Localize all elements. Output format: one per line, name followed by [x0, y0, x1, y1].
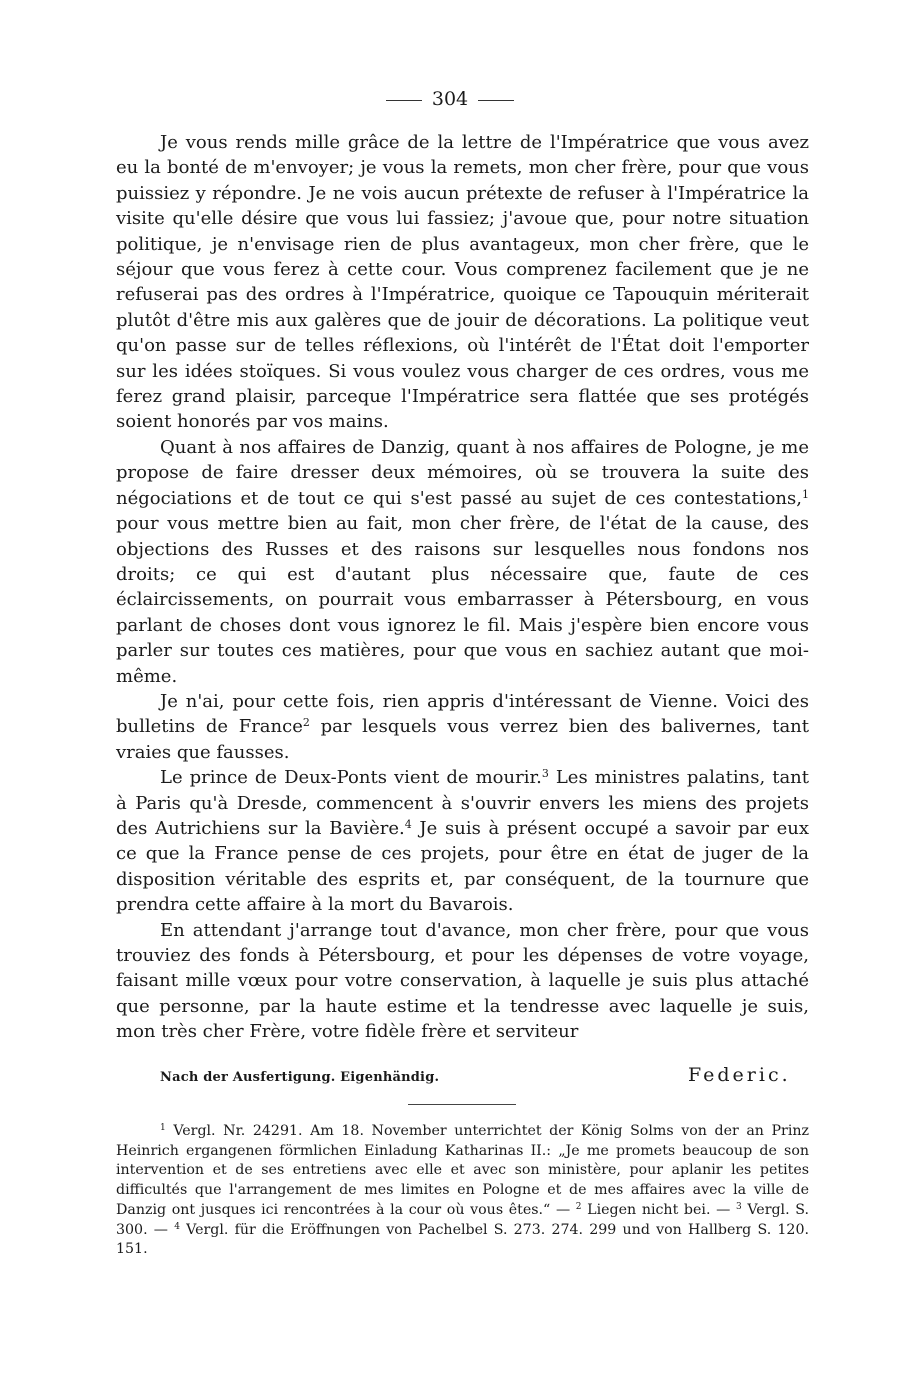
- source-line: [160, 1064, 800, 1086]
- paragraph-1-text: Je vous rends mille grâce de la lettre de l'Impératrice que vous avez eu la bonté de m'envoyer; je vous la remets, mon cher frère, pour que vous puissiez y répondre. Je ne vois aucun prétexte de refuser à l'Impératrice la visite qu'elle désire que vous lui fassiez; j'avoue que, pour notre situation politique, je n'envisage rien de plus avantageux, mon cher frère, que le séjour que vous ferez à cette cour. Vous comprenez facilement que je ne refuserai pas des ordres à l'Impératrice, quoique ce Tapouquin mériterait plutôt d'être mis aux galères que de jouir de décorations. La politique veut qu'on passe sur de telles réflexions, où l'intérêt de l'État doit l'emporter sur les idées stoïques. Si vous voulez vous charger de ces ordres, vous me ferez grand plaisir, parceque l'Impératrice sera flattée que ses protégés soient honorés par vos mains.: [116, 132, 809, 433]
- header-dash-left: [386, 100, 422, 101]
- paragraph-3: [116, 689, 809, 765]
- signature: Federic.: [688, 1064, 791, 1086]
- footnote-block: [116, 1122, 809, 1260]
- footnote-ref-3: 3: [541, 767, 549, 781]
- footnote-ref-4: 4: [404, 817, 412, 831]
- footnote-2-marker: 2: [575, 1201, 582, 1212]
- paragraph-4: [116, 765, 809, 917]
- footnote-2-text: Liegen nicht bei. —: [581, 1201, 736, 1218]
- footnote-4-marker: 4: [174, 1221, 180, 1232]
- footnote-ref-1: 1: [802, 487, 809, 501]
- paragraph-4-mid: Les ministres palatins, tant à Paris qu'à Dresde, commencent à s'ouvrir envers les miens des projets des Autrichiens sur la Bavière.: [116, 767, 809, 839]
- paragraph-4-before: Le prince de Deux-Ponts vient de mourir.: [160, 767, 542, 789]
- letter-body: [116, 130, 809, 1045]
- footnote-3-marker: 3: [735, 1201, 742, 1212]
- footnote-1-text: Vergl. Nr. 24291. Am 18. November unterrichtet der König Solms von der an Prinz Heinrich ergangenen förmlichen Einladung Katharinas II.: „Je me promets beaucoup de son intervention et de ses entretiens avec elle et avec son ministère, pour aplanir les petites difficultés que l'arrangement de mes limites en Pologne et de mes affaires avec la ville de Danzig ont jusques ici rencontrées à la cour où vous êtes.“ —: [116, 1123, 809, 1218]
- footnote-3-text: Vergl. S. 300. —: [116, 1201, 809, 1238]
- paragraph-5: [116, 918, 809, 1045]
- header-dash-right: [478, 100, 514, 101]
- paragraph-2: [116, 435, 809, 689]
- paragraph-3-before: Je n'ai, pour cette fois, rien appris d'intéressant de Vienne. Voici des bulletins de France: [116, 690, 809, 738]
- paragraph-1: [116, 130, 809, 435]
- footnote-4-text: Vergl. für die Eröffnungen von Pachelbel S. 273. 274. 299 und von Hallberg S. 120. 151.: [116, 1221, 809, 1258]
- footnote-1-marker: 1: [160, 1123, 166, 1133]
- footnotes: [116, 1122, 809, 1260]
- page-header: [0, 88, 900, 110]
- page-number: 304: [431, 88, 469, 110]
- footnote-divider: [408, 1104, 516, 1105]
- paragraph-3-after: par lesquels vous verrez bien des balivernes, tant vraies que fausses.: [116, 716, 810, 763]
- paragraph-2-before: Quant à nos affaires de Danzig, quant à nos affaires de Pologne, je me propose de faire dresser deux mémoires, où se trouvera la suite des négociations et de tout ce qui s'est passé au sujet de ces contestations,: [116, 436, 809, 509]
- paragraph-2-after: pour vous mettre bien au fait, mon cher frère, de l'état de la cause, des objections des Russes et des raisons sur lesquelles nous fondons nos droits; ce qui est d'autant plus nécessaire que, faute de ces éclaircissements, on pourrait vous embarrasser à Pétersbourg, en vous parlant de choses dont vous ignorez le fil. Mais j'espère bien encore vous parler sur toutes ces matières, pour que vous en sachiez autant que moi-même.: [116, 513, 809, 687]
- paragraph-4-after: Je suis à présent occupé a savoir par eux ce que la France pense de ces projets, pour être en état de juger de la disposition véritable des esprits et, par conséquent, de la tournure que prendra cette affaire à la mort du Bavarois.: [116, 817, 809, 916]
- source-note: Nach der Ausfertigung. Eigenhändig.: [160, 1070, 440, 1085]
- paragraph-5-text: En attendant j'arrange tout d'avance, mon cher frère, pour que vous trouviez des fonds à Pétersbourg, et pour les dépenses de votre voyage, faisant mille vœux pour votre conservation, à laquelle je suis plus attaché que personne, par la haute estime et la tendresse avec laquelle je suis, mon très cher Frère, votre fidèle frère et serviteur: [116, 919, 809, 1043]
- footnote-ref-2: 2: [302, 716, 310, 730]
